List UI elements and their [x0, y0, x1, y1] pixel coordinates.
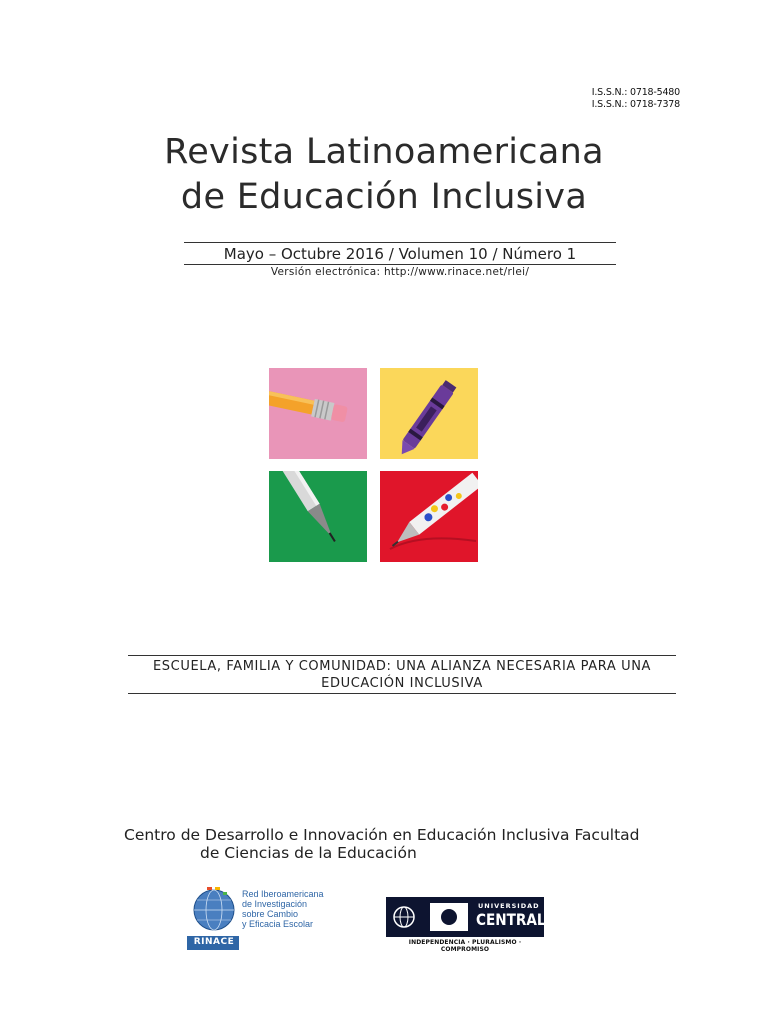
pen-tip-image: [269, 471, 367, 562]
journal-title-line1: Revista Latinoamericana: [164, 132, 604, 172]
divider-top: [184, 242, 616, 243]
pen-tip-svg: [269, 471, 367, 562]
uc-motto: INDEPENDENCIA · PLURALISMO · COMPROMISO: [408, 939, 522, 953]
rinace-badge: RINACE: [193, 937, 235, 947]
issue-info: Mayo – Octubre 2016 / Volumen 10 / Número 1: [223, 245, 577, 263]
divider-subject-top: [128, 655, 676, 656]
rinace-text-line3: sobre Cambio: [242, 909, 299, 919]
publisher-line1: Centro de Desarrollo e Innovación en Educación Inclusiva Facultad: [124, 826, 640, 844]
issue-subject: [128, 658, 676, 692]
publisher-line2: de Ciencias de la Educación: [200, 844, 417, 862]
rinace-text-line2: de Investigación: [242, 899, 308, 909]
colored-pen-image: [380, 471, 478, 562]
uc-name: CENTRAL: [476, 910, 546, 929]
issn-print: I.S.S.N.: 0718-5480: [591, 87, 680, 98]
universidad-central-logo: [386, 897, 546, 953]
rinace-text: [242, 889, 324, 929]
rinace-logo: [187, 882, 347, 952]
crayon-svg: [380, 368, 478, 459]
issn-online: I.S.S.N.: 0718-7378: [591, 99, 680, 110]
rinace-text-line1: Red Iberoamericana: [242, 889, 324, 899]
issn-block: [592, 87, 680, 111]
pencil-eraser-image: [269, 368, 367, 459]
uc-top-label: UNIVERSIDAD: [478, 902, 540, 910]
journal-title: [0, 130, 768, 220]
publisher-name: [124, 826, 684, 862]
divider-subject-bottom: [128, 693, 676, 694]
journal-title-line2: de Educación Inclusiva: [180, 177, 588, 217]
rinace-text-line4: y Eficacia Escolar: [242, 919, 314, 929]
crayon-image: [380, 368, 478, 459]
issue-subject-line2: EDUCACIÓN INCLUSIVA: [321, 676, 483, 691]
issue-subject-line1: ESCUELA, FAMILIA Y COMUNIDAD: UNA ALIANZA NECESARIA PARA UNA: [152, 659, 652, 674]
colored-pen-svg: [380, 471, 478, 562]
uc-emblem-icon: [390, 903, 470, 931]
electronic-version: Versión electrónica: http://www.rinace.net/rlei/: [270, 266, 530, 278]
divider-issue: [184, 264, 616, 265]
pencil-eraser-svg: [269, 368, 367, 459]
